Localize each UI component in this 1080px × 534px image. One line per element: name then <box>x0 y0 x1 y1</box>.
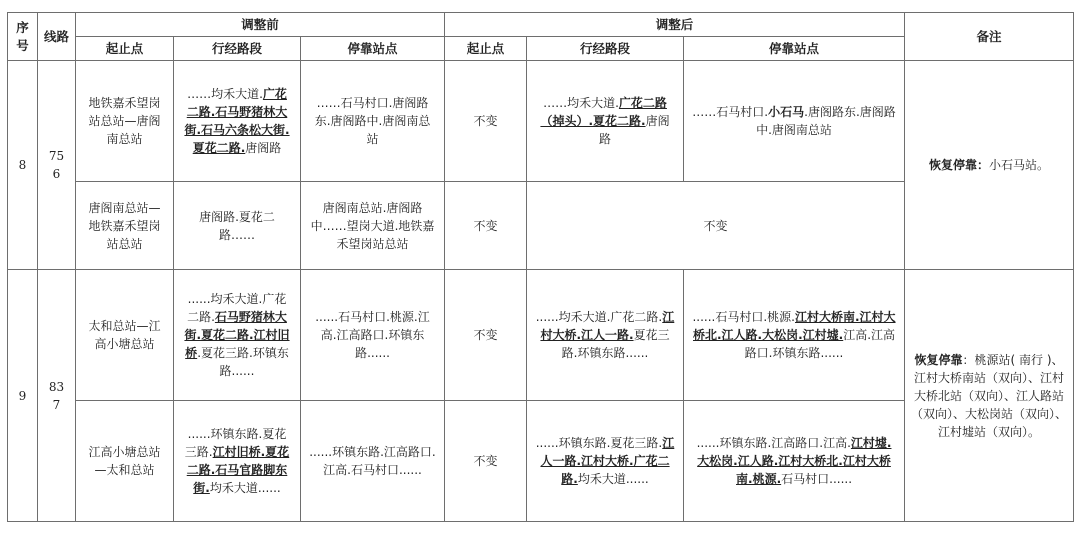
before-stops-cell: ……石马村口.唐阁路东.唐阁路中.唐阁南总站 <box>301 61 445 182</box>
route-text: ......均禾大道.广花二路. <box>535 310 663 324</box>
before-route-cell: 唐阁路.夏花二路…… <box>174 182 301 270</box>
remark-text: ：桃源站( 南行 )、江村大桥南站（双向）、江村大桥北站（双向）、江人路站（双向）、大松岗站（双向）、江村墟站（双向）。 <box>911 352 1068 439</box>
before-stops-cell: 唐阁南总站.唐阁路中……望岗大道.地铁嘉禾望岗站总站 <box>301 182 445 270</box>
stops-added-text: 江村大桥南.江村大桥北.江人路.大松岗.江村墟. <box>692 310 896 342</box>
route-changed-text: 江人一路.江村大桥.广花二路. <box>540 436 675 486</box>
line-cell: 837 <box>38 270 76 522</box>
after-route-cell <box>527 401 684 522</box>
header-start-end-after: 起止点 <box>445 37 527 61</box>
after-route-cell <box>527 270 684 401</box>
header-stops-after: 停靠站点 <box>684 37 905 61</box>
start-end-cell: 地铁嘉禾望岗站总站—唐阁南总站 <box>76 61 174 182</box>
after-stops-cell <box>684 61 905 182</box>
route-text: ......环镇东路.夏花三路. <box>184 427 287 459</box>
route-text: ......均禾大道.广花二路. <box>187 292 287 324</box>
header-remark: 备注 <box>905 13 1074 61</box>
header-route-before: 行经路段 <box>174 37 301 61</box>
route-changed-text: 广花二路（掉头）.夏花二路. <box>540 96 667 128</box>
route-changed-text: 江村大桥.江人一路. <box>540 310 675 342</box>
header-line: 线路 <box>38 13 76 61</box>
stops-text: ……石马村口. <box>692 105 769 119</box>
remark-cell <box>905 61 1074 270</box>
after-merged-cell: 不变 <box>527 182 905 270</box>
seq-cell: 9 <box>8 270 38 522</box>
before-stops-cell: ......环镇东路.江高路口.江高.石马村口...... <box>301 401 445 522</box>
stops-text: ......环镇东路.江高路口.江高. <box>696 436 851 450</box>
table-row <box>8 61 1074 182</box>
route-changed-text: 江村旧桥.夏花二路.石马官路脚东街. <box>186 445 290 495</box>
route-changed-text: 广花二路.石马野猪林大街.石马六条松大街.夏花二路. <box>184 87 290 155</box>
route-text: ……均禾大道. <box>187 87 263 101</box>
route-changed-text: 石马野猪林大街.夏花二路.江村旧桥 <box>184 310 290 360</box>
after-start-end-cell: 不变 <box>445 270 527 401</box>
remark-cell <box>905 270 1074 522</box>
after-stops-cell <box>684 270 905 401</box>
start-end-cell: 唐阁南总站—地铁嘉禾望岗站总站 <box>76 182 174 270</box>
start-end-cell: 太和总站—江高小塘总站 <box>76 270 174 401</box>
stops-added-text: 江村墟.大松岗.江人路.江村大桥北.江村大桥南.桃源. <box>697 436 892 486</box>
header-seq: 序号 <box>8 13 38 61</box>
route-text: ......环镇东路.夏花三路. <box>535 436 663 450</box>
route-text: .夏花三路.环镇东路...... <box>197 346 289 378</box>
after-start-end-cell: 不变 <box>445 401 527 522</box>
after-start-end-cell: 不变 <box>445 182 527 270</box>
stops-text: ......石马村口.桃源. <box>692 310 795 324</box>
remark-label: 恢复停靠： <box>929 158 990 172</box>
before-stops-cell: ......石马村口.桃源.江高.江高路口.环镇东路...... <box>301 270 445 401</box>
line-cell: 756 <box>38 61 76 270</box>
before-route-cell <box>174 61 301 182</box>
start-end-cell: 江高小塘总站—太和总站 <box>76 401 174 522</box>
after-stops-cell <box>684 401 905 522</box>
header-after: 调整后 <box>445 13 905 37</box>
route-adjustment-table <box>7 12 1074 522</box>
after-route-cell <box>527 61 684 182</box>
remark-label: 恢复停靠 <box>914 352 963 367</box>
after-start-end-cell: 不变 <box>445 61 527 182</box>
route-text: 均禾大道...... <box>577 472 649 486</box>
header-route-after: 行经路段 <box>527 37 684 61</box>
remark-text: 小石马站。 <box>989 158 1050 172</box>
route-text: 夏花三路.环镇东路...... <box>561 328 670 360</box>
header-before: 调整前 <box>76 13 445 37</box>
seq-cell: 8 <box>8 61 38 270</box>
before-route-cell <box>174 270 301 401</box>
stops-text: .唐阁路东.唐阁路中.唐阁南总站 <box>756 105 896 137</box>
before-route-cell <box>174 401 301 522</box>
route-text: 均禾大道...... <box>209 481 281 495</box>
route-text: 唐阁路 <box>599 114 670 146</box>
table-row <box>8 270 1074 401</box>
stops-added-text: 小石马 <box>768 105 805 119</box>
stops-text: 石马村口...... <box>781 472 853 486</box>
header-start-end-before: 起止点 <box>76 37 174 61</box>
route-text: ……均禾大道. <box>543 96 619 110</box>
stops-text: 江高.江高路口.环镇东路...... <box>744 328 896 360</box>
header-stops-before: 停靠站点 <box>301 37 445 61</box>
route-text: 唐阁路 <box>245 141 282 155</box>
